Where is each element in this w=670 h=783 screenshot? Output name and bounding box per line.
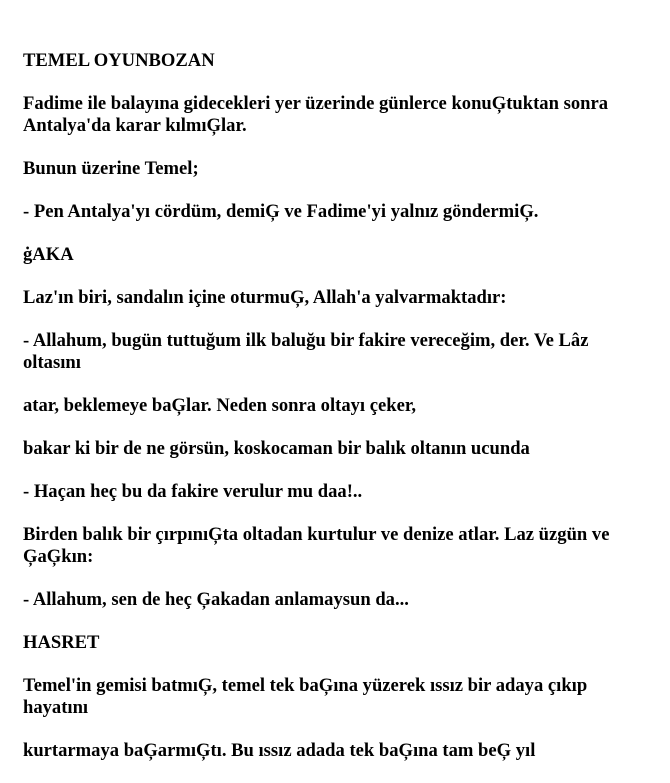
paragraph: bakar ki bir de ne görsün, koskocaman bir balık oltanın ucunda	[23, 438, 530, 459]
paragraph: - Pen Antalya'yı cördüm, demiĢ ve Fadime'yi yalnız göndermiĢ.	[23, 201, 539, 222]
section-title: HASRET	[23, 632, 100, 653]
paragraph: - Allahum, sen de heç Ģakadan anlamaysun da...	[23, 589, 409, 610]
paragraph: - Haçan heç bu da fakire verulur mu daa!..	[23, 481, 363, 502]
section-title: ġAKA	[23, 244, 74, 265]
paragraph: Fadime ile balayına gidecekleri yer üzerinde günlerce konuĢtuktan sonra Antalya'da karar kılmıĢlar.	[23, 93, 609, 136]
paragraph: - Allahum, bugün tuttuğum ilk baluğu bir fakire vereceğim, der. Ve Lâz oltasını	[23, 330, 589, 373]
paragraph: Birden balık bir çırpınıĢta oltadan kurtulur ve denize atlar. Laz üzgün ve ĢaĢkın:	[23, 524, 610, 567]
section-title: TEMEL OYUNBOZAN	[23, 50, 215, 71]
document-page	[23, 50, 648, 783]
paragraph: Bunun üzerine Temel;	[23, 158, 199, 179]
paragraph: kurtarmaya baĢarmıĢtı. Bu ıssız adada tek baĢına tam beĢ yıl	[23, 740, 536, 761]
paragraph: atar, beklemeye baĢlar. Neden sonra oltayı çeker,	[23, 395, 417, 416]
paragraph: Temel'in gemisi batmıĢ, temel tek baĢına yüzerek ıssız bir adaya çıkıp hayatını	[23, 675, 588, 718]
paragraph: Laz'ın biri, sandalın içine oturmuĢ, Allah'a yalvarmaktadır:	[23, 287, 507, 308]
